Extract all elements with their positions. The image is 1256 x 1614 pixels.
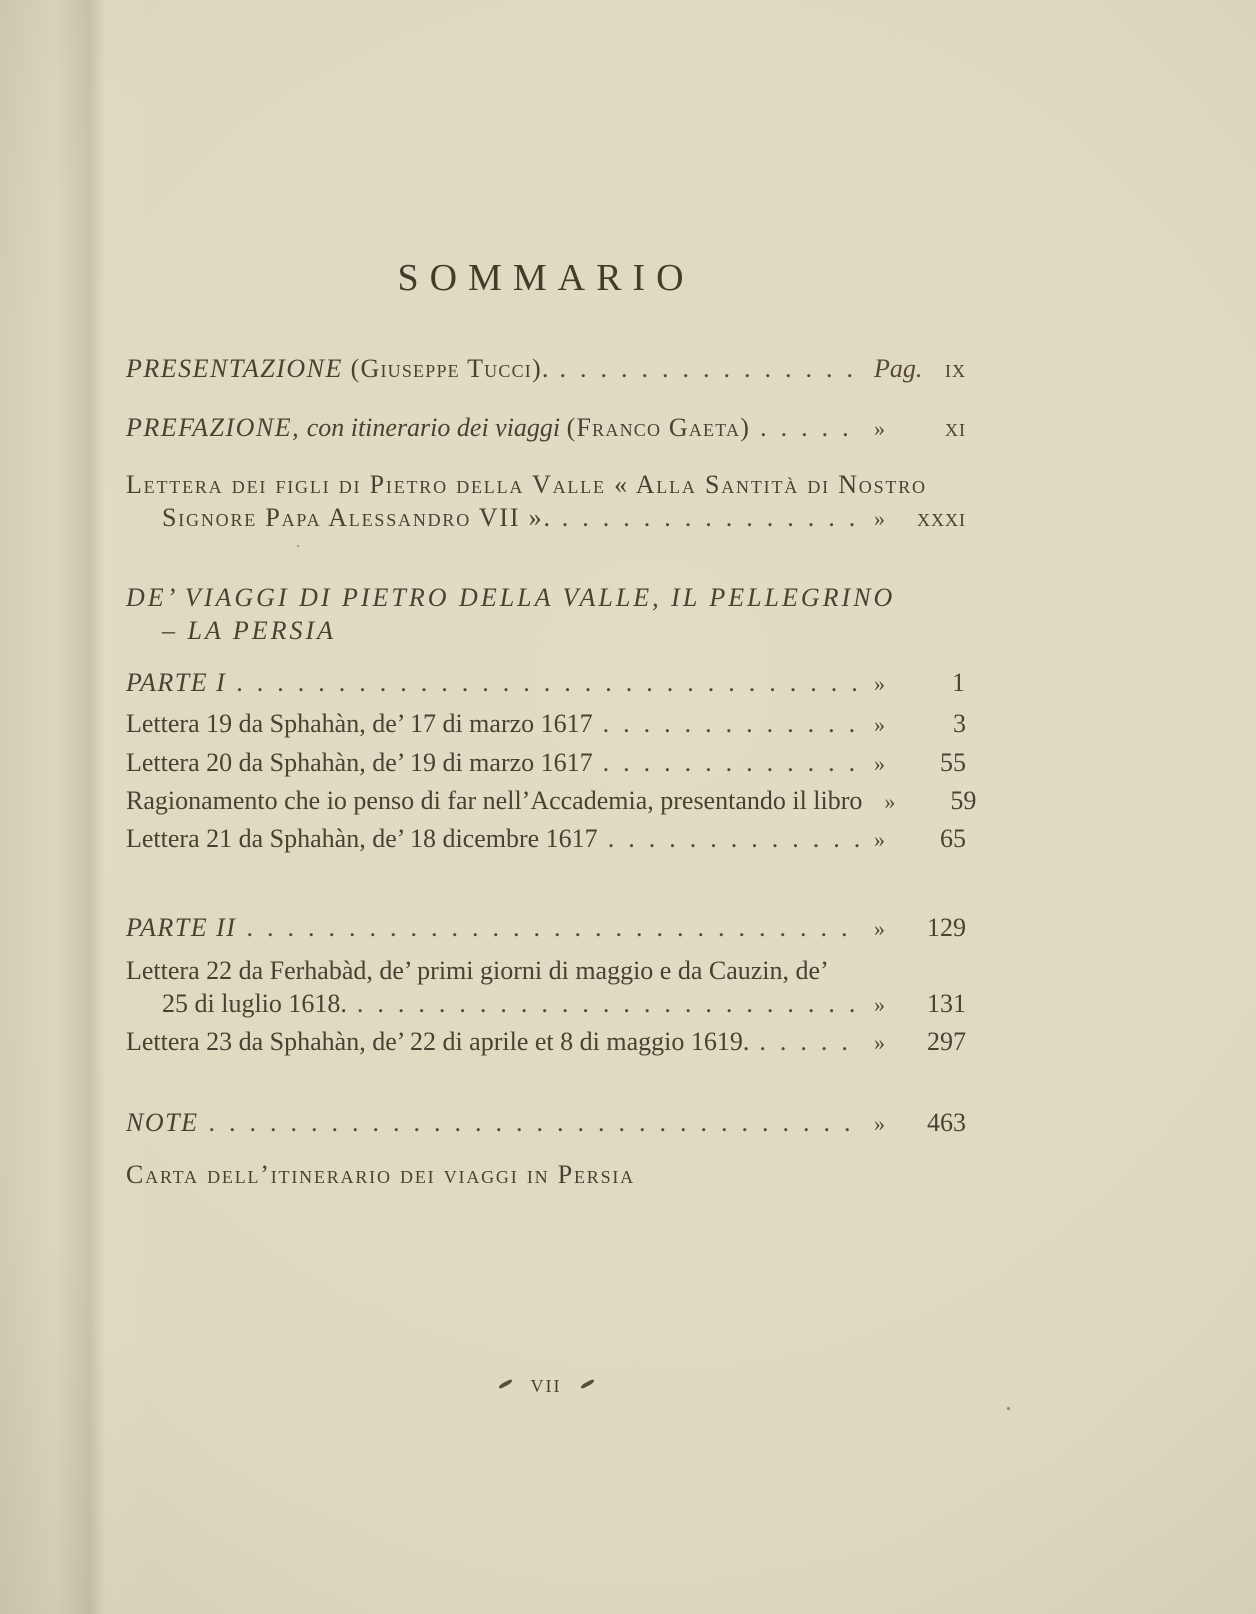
entry-authors: (Franco Gaeta) [566,413,751,442]
entry-line-2-row [126,501,966,535]
toc-page [126,0,977,1191]
page-ref [884,784,976,818]
page-number: xi [945,413,966,442]
ditto-mark: » [884,789,896,814]
page-number: xxxi [917,503,966,532]
leader-dots [603,707,862,740]
leader-dots [357,987,862,1020]
leader-dots [608,822,862,855]
page-ref [874,352,966,385]
section-heading-line-1: DE’ VIAGGI DI PIETRO DELLA VALLE, IL PELLEGRINO [126,583,896,612]
page-ref [874,411,966,445]
page-number: 1 [952,668,966,697]
section-heading-line-2: – LA PERSIA [162,616,337,645]
toc-entry-lettera-21 [126,822,966,856]
folio-line [126,1367,966,1400]
entry-subtitle: con itinerario dei viaggi [300,413,567,442]
page-number: 65 [940,824,966,853]
page-number: 129 [927,913,966,942]
entry-title: NOTE [126,1108,199,1137]
folio-ornament-left-icon [497,1379,512,1389]
toc-entry-lettera-23 [126,1025,966,1059]
entry-title: Carta dell’itinerario dei viaggi in Persia [126,1160,635,1189]
leader-dots [246,911,862,944]
page-number: 131 [927,989,966,1018]
leader-dots [603,746,862,779]
page-number: 59 [950,786,977,815]
ditto-mark: » [874,416,885,441]
page-number: 55 [940,748,966,777]
leader-dots [759,1025,862,1058]
ditto-mark: » [874,1111,885,1136]
ditto-mark: » [874,671,885,696]
page-ref [874,666,966,700]
entry-line-2: 25 di luglio 1618. [162,989,347,1018]
ditto-mark: » [874,916,885,941]
toc-entry-ragionamento [126,784,977,818]
leader-dots [560,352,862,385]
entry-authors: (Giuseppe Tucci). [342,354,550,383]
page-ref [874,822,966,856]
leader-dots [208,1106,862,1139]
ditto-mark: » [874,751,885,776]
page-ref [874,911,966,945]
leader-dots [562,501,862,534]
entry-line-1: Lettera 22 da Ferhabàd, de’ primi giorni di maggio e da Cauzin, de’ [126,956,829,985]
paper-speck [1007,1407,1010,1410]
entry-title: PREFAZIONE, [126,413,301,442]
entry-title: Lettera 19 da Sphahàn, de’ 17 di marzo 1617 [126,709,593,738]
page-title: SOMMARIO [397,257,695,299]
page-ref [874,1025,966,1059]
entry-line-1: Lettera dei figli di Pietro della Valle « Alla Santità di Nostro [126,470,927,499]
toc-entry-note [126,1106,966,1140]
page-ref [874,987,966,1021]
section-heading [126,581,966,647]
toc-entry-parte-2 [126,911,966,945]
page-number: 297 [927,1027,966,1056]
entry-title: PARTE II [126,913,237,942]
entry-line-2: Signore Papa Alessandro VII ». [162,503,552,532]
page-ref [874,501,966,535]
paper-speck [297,545,299,547]
toc-entry-presentazione [126,352,966,385]
folio-page-number: vii [530,1369,562,1398]
toc-entry-lettera-20 [126,746,966,780]
entry-line-2-row [126,987,966,1021]
page-number: 3 [953,709,966,738]
page-ref [874,707,966,741]
ditto-mark: » [874,1030,885,1055]
toc-entry-lettera-19 [126,707,966,741]
entry-title: Lettera 21 da Sphahàn, de’ 18 dicembre 1617 [126,824,598,853]
page-number: ix [945,354,966,383]
ditto-mark: » [874,827,885,852]
entry-title: PRESENTAZIONE [126,354,343,383]
entry-title: Lettera 20 da Sphahàn, de’ 19 di marzo 1617 [126,748,593,777]
toc-entry-parte-1 [126,666,966,700]
toc-entry-carta [126,1158,966,1191]
folio-ornament-right-icon [579,1379,594,1389]
ditto-mark: » [874,992,885,1017]
pag-label: Pag. [874,354,923,383]
entry-title: Ragionamento che io penso di far nell’Accademia, presentando il libro [126,786,863,815]
entry-title: PARTE I [126,668,227,697]
toc-entry-prefazione [126,411,966,445]
page-ref [874,1106,966,1140]
ditto-mark: » [874,712,885,737]
page-ref [874,746,966,780]
entry-label [126,352,550,385]
toc-entry-lettera-22 [126,954,966,1021]
ditto-mark: » [874,506,885,531]
page-number: 463 [927,1108,966,1137]
leader-dots [760,411,862,444]
entry-label [126,411,750,444]
entry-title: Lettera 23 da Sphahàn, de’ 22 di aprile et 8 di maggio 1619. [126,1027,750,1056]
leader-dots [236,666,862,699]
toc-entry-lettera-figli [126,468,966,535]
